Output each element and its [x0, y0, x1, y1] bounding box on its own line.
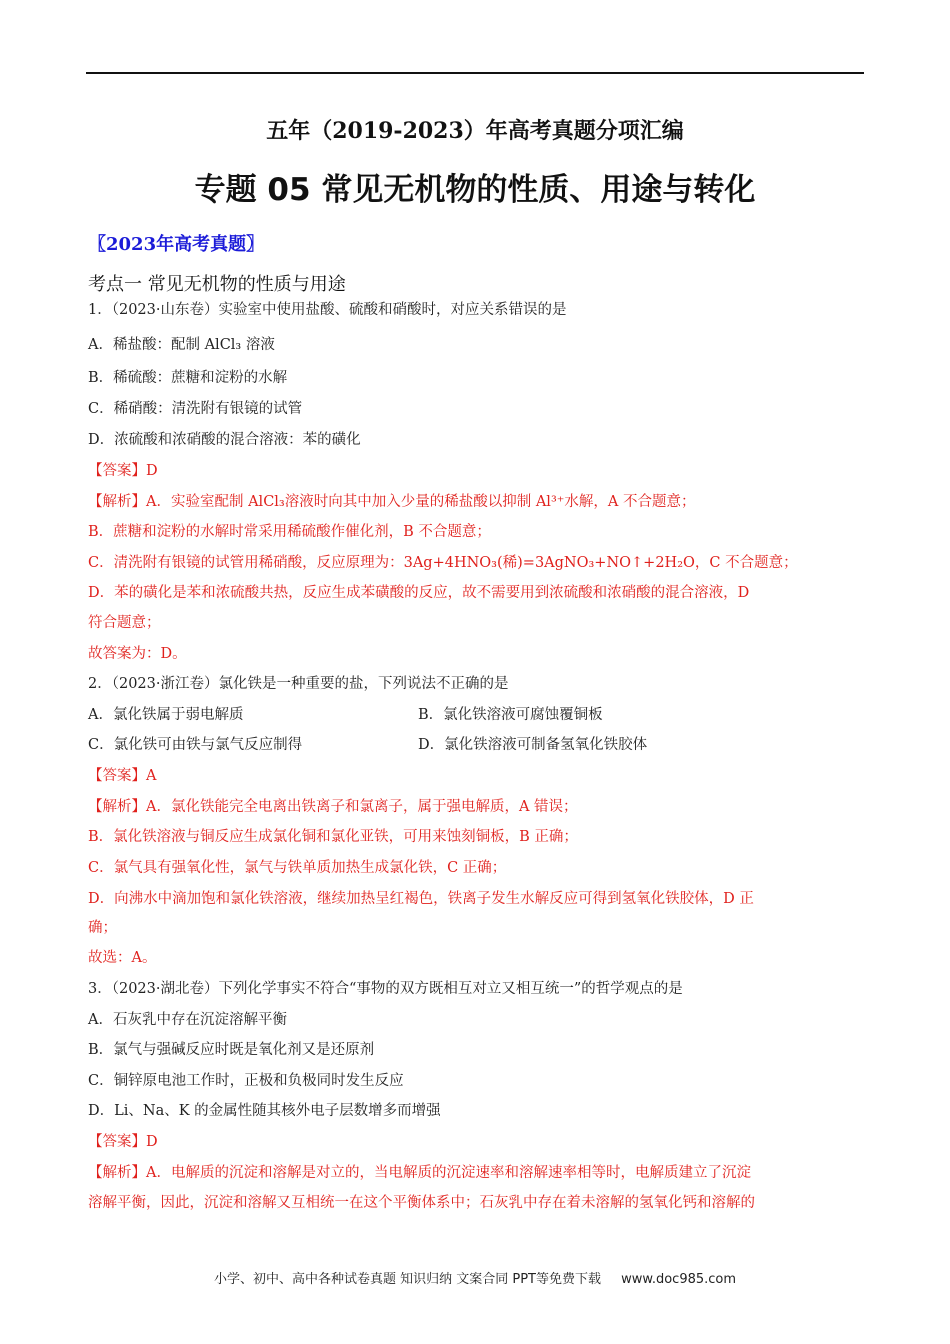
question-3-option-d: D．Li、Na、K 的金属性随其核外电子层数增多而增强	[88, 1103, 441, 1119]
question-2-option-c: C．氯化铁可由铁与氯气反应制得	[88, 737, 303, 753]
footer-text: 小学、初中、高中各种试卷真题 知识归纳 文案合同 PPT等免费下载	[213, 1272, 601, 1287]
question-2-analysis-d-cont: 确；	[88, 920, 117, 936]
header-rule	[86, 72, 864, 74]
question-3-option-b: B．氯气与强碱反应时既是氧化剂又是还原剂	[88, 1042, 375, 1058]
question-1-analysis-d-cont: 符合题意；	[88, 615, 161, 631]
question-1-analysis-c: C．清洗附有银镜的试管用稀硝酸，反应原理为：3Ag+4HNO₃(稀)=3AgNO₃+NO↑+2H₂O，C 不合题意；	[88, 555, 798, 571]
footer-link[interactable]: www.doc985.com	[621, 1272, 737, 1287]
question-1-analysis-b: B．蔗糖和淀粉的水解时常采用稀硫酸作催化剂，B 不合题意；	[88, 524, 491, 540]
question-3-analysis-a: 【解析】A．电解质的沉淀和溶解是对立的，当电解质的沉淀速率和溶解速率相等时，电解质建立了沉淀	[88, 1165, 751, 1181]
question-2-analysis-a: 【解析】A．氯化铁能完全电离出铁离子和氯离子，属于强电解质，A 错误；	[88, 799, 578, 815]
question-2-option-a: A．氯化铁属于弱电解质	[88, 707, 244, 723]
question-3-stem: 3．（2023·湖北卷）下列化学事实不符合“事物的双方既相互对立又相互统一”的哲学观点的是	[88, 981, 683, 997]
question-3-option-c: C．铜锌原电池工作时，正极和负极同时发生反应	[88, 1073, 404, 1089]
question-2-option-d: D．氯化铁溶液可制备氢氧化铁胶体	[418, 737, 648, 753]
question-3-answer: 【答案】D	[88, 1134, 158, 1150]
question-2-conclusion: 故选：A。	[88, 950, 157, 966]
question-3-option-a: A．石灰乳中存在沉淀溶解平衡	[88, 1012, 287, 1028]
question-1-stem: 1．（2023·山东卷）实验室中使用盐酸、硫酸和硝酸时，对应关系错误的是	[88, 302, 567, 318]
question-1-conclusion: 故答案为：D。	[88, 646, 187, 662]
question-2-stem: 2．（2023·浙江卷）氯化铁是一种重要的盐，下列说法不正确的是	[88, 676, 509, 692]
question-1-analysis-a: 【解析】A．实验室配制 AlCl₃溶液时向其中加入少量的稀盐酸以抑制 Al³⁺水解，A 不合题意；	[88, 494, 696, 510]
question-3-analysis-a-cont: 溶解平衡，因此，沉淀和溶解又互相统一在这个平衡体系中；石灰乳中存在着未溶解的氢氧化钙和溶解的	[88, 1195, 755, 1211]
question-1-option-a: A．稀盐酸：配制 AlCl₃ 溶液	[88, 337, 275, 353]
document-subtitle: 专题 05 常见无机物的性质、用途与转化	[194, 172, 756, 208]
question-1-analysis-d: D．苯的磺化是苯和浓硫酸共热，反应生成苯磺酸的反应，故不需要用到浓硫酸和浓硝酸的混合溶液，D	[88, 585, 750, 601]
section-title: 〖2023年高考真题〗	[88, 234, 265, 255]
question-2-analysis-d: D．向沸水中滴加饱和氯化铁溶液，继续加热呈红褐色，铁离子发生水解反应可得到氢氧化铁胶体，D 正	[88, 891, 754, 907]
document-title: 五年（2019-2023）年高考真题分项汇编	[266, 118, 684, 144]
question-2-analysis-c: C．氯气具有强氧化性，氯气与铁单质加热生成氯化铁，C 正确；	[88, 860, 507, 876]
question-1-option-b: B．稀硫酸：蔗糖和淀粉的水解	[88, 370, 288, 386]
question-2-option-b: B．氯化铁溶液可腐蚀覆铜板	[418, 707, 603, 723]
question-1-answer: 【答案】D	[88, 463, 158, 479]
question-2-answer: 【答案】A	[88, 768, 157, 784]
question-1-option-c: C．稀硝酸：清洗附有银镜的试管	[88, 401, 303, 417]
page-footer	[0, 1268, 950, 1287]
topic-title: 考点一 常见无机物的性质与用途	[88, 274, 346, 295]
question-1-option-d: D．浓硫酸和浓硝酸的混合溶液：苯的磺化	[88, 432, 361, 448]
question-2-analysis-b: B．氯化铁溶液与铜反应生成氯化铜和氯化亚铁，可用来蚀刻铜板，B 正确；	[88, 829, 578, 845]
